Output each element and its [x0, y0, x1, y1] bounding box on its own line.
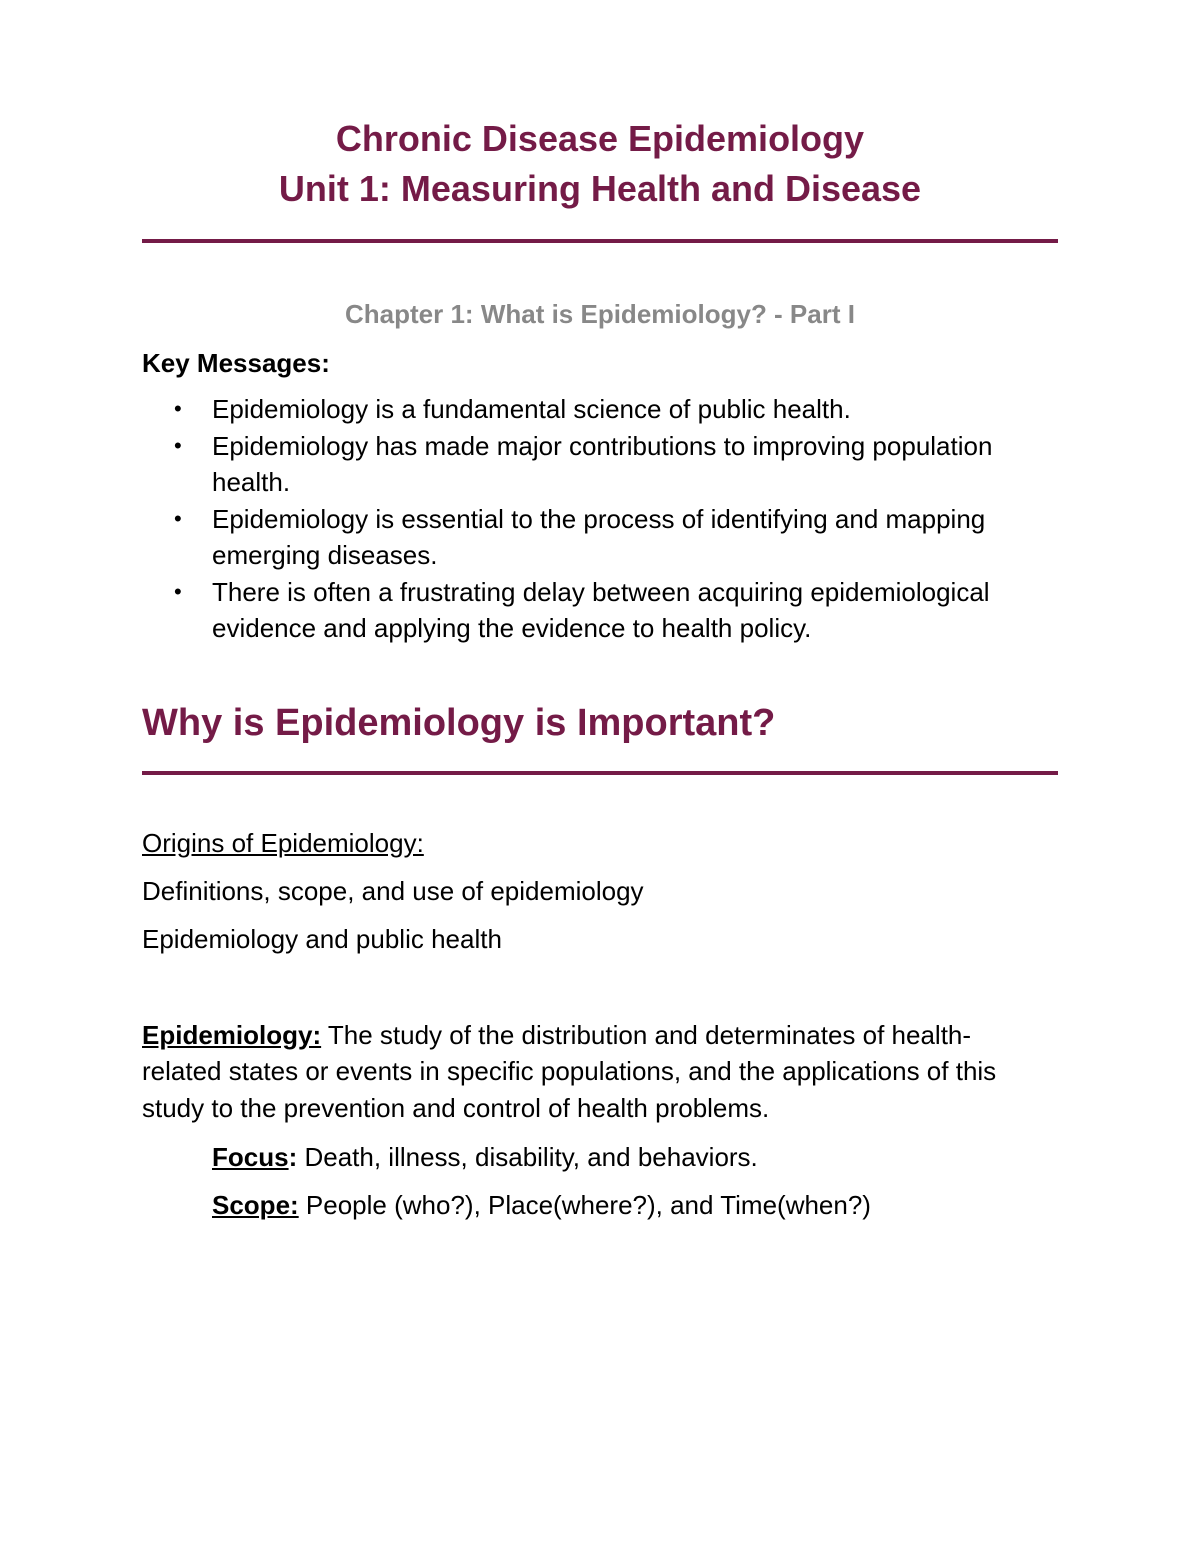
- origins-line: Definitions, scope, and use of epidemiology: [142, 875, 644, 906]
- section-heading: Why is Epidemiology is Important?: [142, 701, 776, 744]
- definition-text: The study of the distribution and determinates of health-related states or events in specific populations, and the applications of this study to the prevention and control of health problems.: [142, 1019, 997, 1123]
- list-item-text: Epidemiology has made major contributions to improving population health.: [212, 430, 993, 497]
- list-item: [142, 391, 1012, 428]
- focus-colon: :: [288, 1141, 298, 1172]
- scope-text: People (who?), Place(where?), and Time(when?): [298, 1189, 871, 1220]
- scope-line: [142, 1187, 1058, 1223]
- section-divider: [142, 771, 1058, 775]
- list-item: [142, 501, 1012, 574]
- origins-line: Epidemiology and public health: [142, 923, 502, 954]
- list-item: [142, 428, 1012, 501]
- definition-term: Epidemiology:: [142, 1019, 322, 1050]
- bullet-icon: •: [174, 578, 182, 604]
- chapter-title: Chapter 1: What is Epidemiology? - Part I: [345, 299, 855, 329]
- scope-term: Scope:: [212, 1189, 299, 1220]
- list-item-text: Epidemiology is a fundamental science of public health.: [212, 394, 851, 424]
- bullet-icon: •: [174, 432, 182, 458]
- bullet-icon: •: [174, 505, 182, 531]
- list-item-text: There is often a frustrating delay between acquiring epidemiological evidence and applying the evidence to health policy.: [212, 576, 990, 643]
- key-messages-heading: Key Messages:: [142, 348, 330, 378]
- focus-term: Focus: [212, 1141, 289, 1172]
- key-messages-list: [142, 391, 1058, 647]
- definition-paragraph: [142, 1017, 1022, 1127]
- origins-heading: Origins of Epidemiology:: [142, 827, 424, 858]
- document-title: Chronic Disease Epidemiology: [335, 118, 865, 159]
- list-item-text: Epidemiology is essential to the process of identifying and mapping emerging diseases.: [212, 503, 986, 570]
- focus-text: Death, illness, disability, and behaviors.: [297, 1141, 758, 1172]
- focus-line: [142, 1139, 1058, 1175]
- bullet-icon: •: [174, 396, 182, 421]
- title-divider: [142, 239, 1058, 243]
- list-item: [142, 574, 1012, 647]
- document-page: [142, 0, 1058, 1223]
- unit-title: Unit 1: Measuring Health and Disease: [278, 168, 922, 209]
